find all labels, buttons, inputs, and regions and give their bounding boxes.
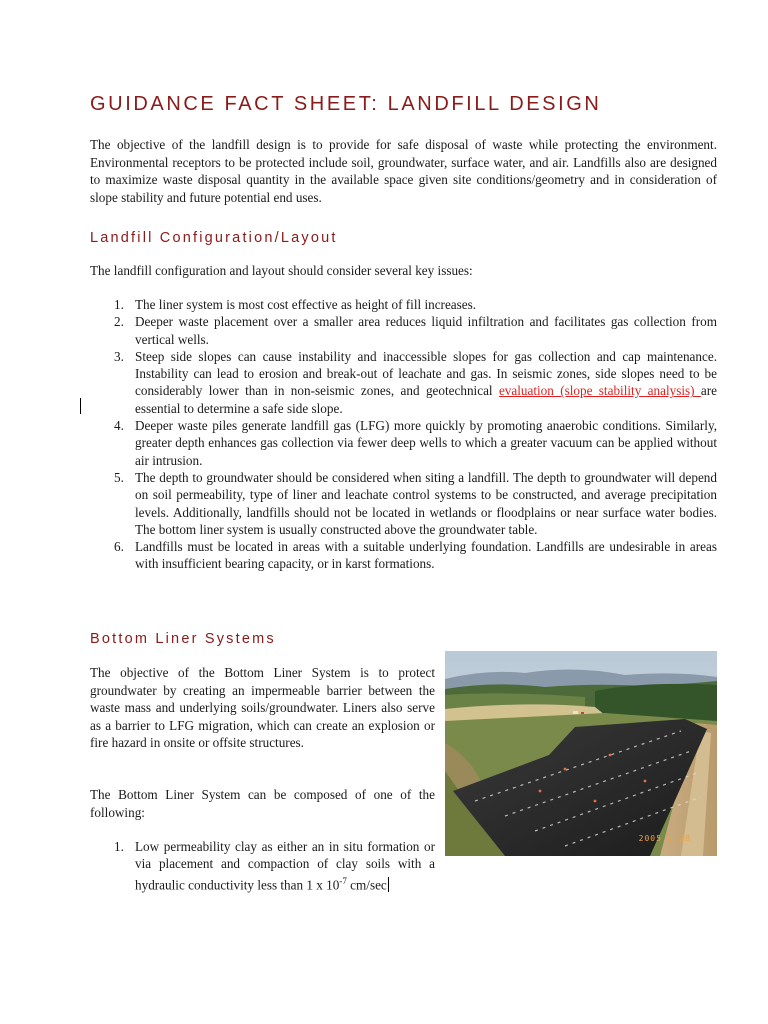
text-cursor	[388, 877, 389, 892]
liner-list	[90, 838, 435, 893]
liner-paragraph-1: The objective of the Bottom Liner System is to protect groundwater by creating an impermeable barrier between the waste mass and underlying soils/groundwater. Liners also serve as a barrier to LFG migration, which can create an explosion or fire hazard in onsite or offsite structures.	[90, 665, 435, 750]
list-item: 4. Deeper waste piles generate landfill gas (LFG) more quickly by promoting anaerobic conditions. Similarly, greater depth enhances gas collection via fewer deep wells to which a greater vacuum can be applied without air intrusion.	[114, 418, 717, 468]
slope-stability-link[interactable]: evaluation (slope stability analysis)	[498, 383, 701, 399]
photo-date-stamp: 2005 6 28	[638, 834, 691, 843]
list-item: 6. Landfills must be located in areas with a suitable underlying foundation. Landfills are undesirable in areas with insufficient bearing capacity, or in karst formations.	[114, 539, 717, 572]
section-heading-bottom-liner: Bottom Liner Systems	[90, 631, 276, 647]
text-cursor	[80, 398, 81, 414]
liner-paragraph-2: The Bottom Liner System can be composed of one of the following:	[90, 787, 435, 820]
page-title: GUIDANCE FACT SHEET: LANDFILL DESIGN	[90, 93, 602, 115]
section-heading-configuration: Landfill Configuration/Layout	[90, 230, 338, 246]
intro-paragraph: The objective of the landfill design is to provide for safe disposal of waste while protecting the environment. Environmental receptors to be protected include soil, groundwater, surface water, and air. Landfills also are designed to maximize waste disposal quantity in the available space given site conditions/geometry and in consideration of slope stability and future potential end uses.	[90, 137, 717, 205]
list-item: 3. Steep side slopes can cause instability and inaccessible slopes for gas collection and cap maintenance. Instability can lead to erosion and break-out of leachate and gas. In seismic zones, side slopes need to be considerably lower than in non-seismic zones, and geotechnical evaluation (slope stability analysis) are essential to determine a safe side slope.	[114, 348, 717, 416]
configuration-list	[90, 296, 717, 573]
list-item: 5. The depth to groundwater should be considered when siting a landfill. The depth to groundwater will depend on soil permeability, type of liner and leachate control systems to be constructed, and average precipitation levels. Additionally, landfills should not be located in wetlands or floodplains or near surface water bodies. The bottom liner system is usually constructed above the groundwater table.	[114, 469, 717, 537]
list-item: 2. Deeper waste placement over a smaller area reduces liquid infiltration and facilitates gas collection from vertical wells.	[114, 314, 717, 347]
landfill-liner-photo	[445, 651, 717, 856]
list-item: 1. Low permeability clay as either an in situ formation or via placement and compaction of clay soils with a hydraulic conductivity less than 1 x $10^{-7}$ cm/sec	[114, 839, 435, 892]
list-item: 1. The liner system is most cost effective as height of fill increases.	[114, 297, 477, 312]
configuration-lead: The landfill configuration and layout should consider several key issues:	[90, 263, 473, 278]
